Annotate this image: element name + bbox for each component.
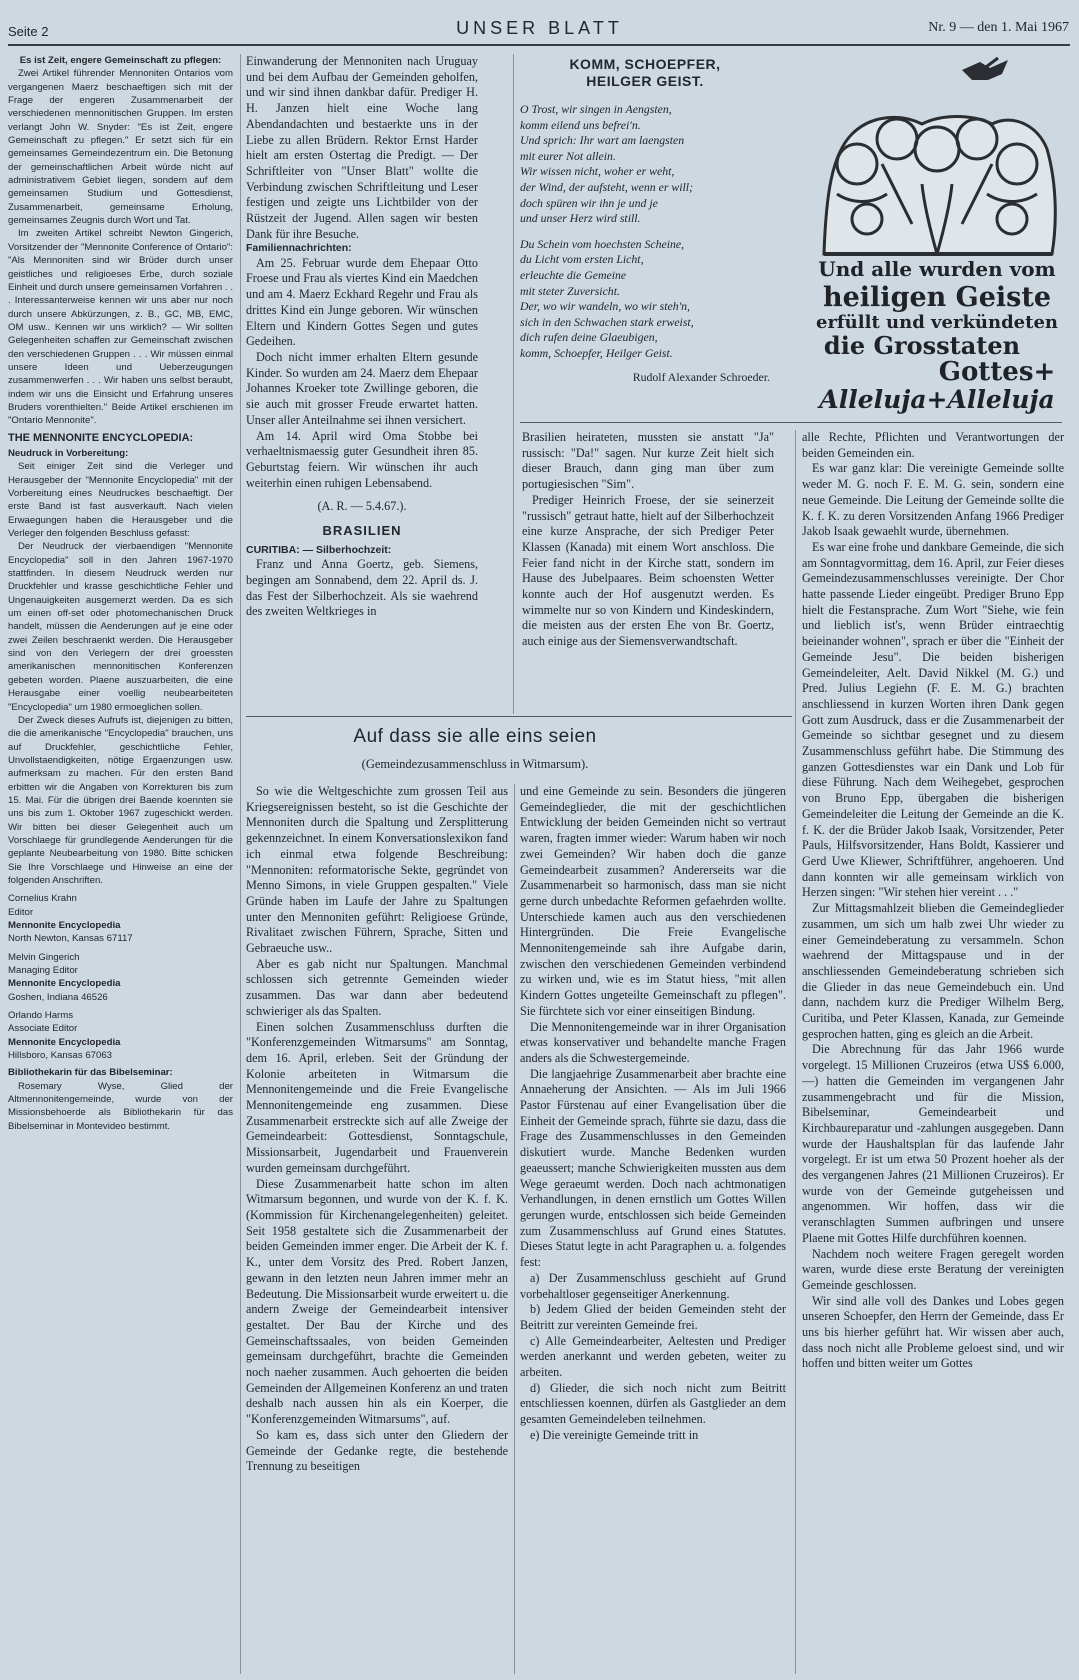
- paragraph: Zur Mittagsmahlzeit blieben die Gemeindeglieder zusammen, um sich um halb zwei Uhr wieder zu einer Gemeindeberatung zu versammeln. Schon waehrend der Mittagspause und in der anschliessenden Gemeindeberatung schrieben sich die Glieder in das neue Gemeindebuch ein. Und dann, nachdem kurz die Prediger Wilhelm Berg, Curitiba, und Peter Klassen, Kanada, zur Gemeinde gesprochen hatten, ging es gleich an die Arbeit.: [802, 901, 1064, 1041]
- paragraph: Einwanderung der Mennoniten nach Uruguay und bei dem Aufbau der Gemeinden geholfen, und wir sind ihnen dankbar dafür. Prediger H. H. Janzen hielt eine Woche lang Abendandachten und bestaerkte uns in der Liebe zu allen Brüdern. Rektor Ernst Harder hielt am ersten Ostertag die Predigt. — Der Schriftleiter von "Unser Blatt" wollte die Verbindung zwischen Schriftleitung und Leser festigen und zeigte uns Lichtbilder von der Rüstzeit der Jugend. Allen sagen wir besten Dank für ihre Besuche.: [246, 54, 478, 241]
- woodcut-line-6: Alleluja+Alleluja: [819, 385, 1055, 414]
- paragraph: Brasilien heirateten, mussten sie anstatt "Ja" russisch: "Da!" sagen. Nur kurze Zeit hielt sich dieser Brauch, dann ging man über zum portugiesischen "Sim".: [522, 430, 774, 492]
- paragraph: Wir sind alle voll des Dankes und Lobes gegen unseren Schoepfer, den Herrn der Gemeinde, dass Er uns bis hierher geführt hat. Wir wissen aber auch, dass noch nicht alle Probleme geloest sind, und wir hoffen und bitten weiter um Gottes: [802, 1293, 1064, 1371]
- heading-encyclopedia: THE MENNONITE ENCYCLOPEDIA:: [8, 431, 194, 444]
- woodcut-line-3: erfüllt und verkündeten: [816, 312, 1058, 333]
- article-subtitle: (Gemeindezusammenschluss in Witmarsum).: [361, 757, 589, 771]
- woodcut-image: [812, 54, 1062, 414]
- heading-curitiba: CURITIBA: — Silberhochzeit:: [246, 544, 392, 557]
- section-rule: [246, 716, 792, 717]
- address-gingerich: [8, 951, 233, 1004]
- paragraph: Einen solchen Zusammenschluss durften die "Konferenzgemeinden Witmarsums" am Sonntag, dem 16. April, erleben. Seit der Gründung der Kolonie arbeiteten in Witmarsum die Mennonitengemeinde und die Freie Evangelische Mennonitengemeinde eng zusammen. Diese Zusammenarbeit erstreckte sich auf alle Zweige der Gemeindearbeit: Gottesdienst, Sonntagschule, Missionsarbeit, Jugendarbeit und Frauenverein wurden gemeinsam durchgeführt.: [246, 1019, 508, 1175]
- heading-gemeinschaft: Es ist Zeit, engere Gemeinschaft zu pflegen:: [19, 55, 222, 66]
- poem-line: Und sprich: Ihr wart am laengsten: [520, 133, 685, 148]
- heading-brasilien: BRASILIEN: [322, 523, 402, 539]
- page-number: Seite 2: [8, 24, 49, 39]
- poem-title-line-2: HEILGER GEIST.: [586, 73, 704, 89]
- poem-line: Der, wo wir wandeln, wo wir steh'n,: [520, 299, 690, 314]
- paragraph: Am 14. April wird Oma Stobbe bei verhaeltnismaessig guter Gesundheit ihren 85. Geburtstag feiern. Wir wünschen ihr auch weiterhin einen ruhigen Lebensabend.: [246, 428, 478, 490]
- address-line: Melvin Gingerich: [8, 951, 80, 963]
- column-2: [246, 54, 478, 714]
- poem-line: O Trost, wir singen in Aengsten,: [520, 102, 672, 116]
- paragraph: Es war ganz klar: Die vereinigte Gemeinde sollte weder M. G. noch F. E. M. G. sein, sondern eine neue Gemeinde. Die Leitung der Gemeinde sollte die K. f. K. zu deren Vorsitzenden Anfang 1966 Prediger Jakob Isaak gewaehlt wurde, übernehmen.: [802, 461, 1064, 539]
- paragraph: d) Glieder, die sich noch nicht zum Beitritt entschliessen koennen, dürfen als Gastglieder an dem gesamten Gemeindeleben teilnehmen.: [520, 1380, 786, 1427]
- paragraph: Die Mennonitengemeinde war in ihrer Organisation etwas konservativer und behandelte manche Fragen anders als die Schwestergemeinde.: [520, 1019, 786, 1065]
- column-separator: [795, 430, 796, 1674]
- pentecost-woodcut: [812, 54, 1062, 414]
- address-line: Editor: [8, 906, 34, 918]
- article-title: Auf dass sie alle eins seien: [353, 726, 597, 747]
- address-line: Mennonite Encyclopedia: [8, 1036, 121, 1048]
- address-line: Mennonite Encyclopedia: [8, 920, 121, 931]
- poem-line: komm, Schoepfer, Heilger Geist.: [520, 345, 673, 360]
- heading-neudruck: Neudruck in Vorbereitung:: [8, 447, 129, 459]
- address-line: Hillsboro, Kansas 67063: [8, 1050, 112, 1062]
- paragraph: Die langjaehrige Zusammenarbeit aber brachte eine Annaeherung der Ansichten. — Als im Juli 1966 Pastor Fürstenau auf einer Evangelisation über die Einheit der Gemeinde sprach, führte sie dazu, dass die Frage des Zusammenschlusses in den Gemeinden diskutiert wurde. Manche Bedenken wurden geaeussert; manche Schwierigkeiten mussten aus dem Wege geraeumt werden. Doch nach achtmonatigen Verhandlungen, in denen ernstlich um Gottes Willen gerungen wurde, entschlossen sich beide Gemeinden zum Zusammenschluss auf Grund eines Statutes. Dieses Statut legte in acht Paragraphen u. a. folgendes fest:: [520, 1066, 786, 1270]
- article-column-b: [520, 784, 786, 1676]
- paragraph: c) Alle Gemeindearbeiter, Aeltesten und Prediger werden anerkannt und werden gebeten, weiter zu arbeiten.: [520, 1333, 786, 1380]
- paragraph: Diese Zusammenarbeit hatte schon im alten Witmarsum begonnen, und wurde von der K. f. K. (Kommission für Kirchenangelegenheiten) geleitet. Seit 1958 gestaltete sich die Zusammenarbeit der beiden Gemeinden immer enger. Die Arbeit der K. f. K., unter dem Vorsitz des Pred. Robert Janzen, gewann in den letzten neun Jahren immer mehr an Bedeutung. Die Missionsarbeit wurde erweitert u. die andern Zweige der Gemeindearbeit intensiver gestaltet. Der Bau der Kirche und des Gemeinschaftssaales, von beiden Gemeinden gemeinsam durchgeführt, brachte die Gemeinden noch naeher zusammen. Auch gehoerten die beiden Gemeinden der Allgemeinen Konferenz an und traten deshalb nach aussen hin als ein Koerper, die "Konferenzgemeinden Witmarsums", auf.: [246, 1176, 508, 1427]
- poem-line: erleuchte die Gemeine: [520, 267, 627, 282]
- masthead-title: UNSER BLATT: [456, 18, 623, 38]
- address-harms: [8, 1009, 233, 1062]
- paragraph: Im zweiten Artikel schreibt Newton Gingerich, Vorsitzender der "Mennonite Conference of Ontario": "Als Mennoniten sind wir Brüder durch unser geistliches und religioeses Erbe, durch soziale Einheit und durch unsere gemeinsamen Vorfahren . . . Interessanterweise kennen wir uns aber nur noch durch unsere Abkürzungen, z. B., GC, MB, EMC, OM usw.. Kennen wir uns wirklich? — Wir sollten Gelegenheiten schaffen zur Gemeinschaft zwischen den verschiedenen Gruppen . . . Wir müssen einmal unsere Ideen und Ueberzeugungen zusammenwerfen . . . Wir haben uns selbst beraubt, indem wir uns die Einsicht und Erfahrung unseres Bruders vorenthielten." Beide Artikel erschienen im "Ontario Mennonite".: [8, 228, 233, 427]
- poem-line: dich rufen deine Glaeubigen,: [520, 330, 658, 345]
- paragraph: Am 25. Februar wurde dem Ehepaar Otto Froese und Frau als viertes Kind ein Maedchen und am 4. Maerz Eckhard Regehr und Frau als drittes Kind ein Junge geboren. Wir wünschen Eltern und Kindern Gottes Segen und gutes Gedeihen.: [246, 255, 478, 349]
- poem-line: und unser Herz wird still.: [520, 211, 641, 226]
- address-krahn: [8, 892, 233, 945]
- column-separator: [513, 54, 514, 714]
- paragraph: Der Neudruck der vierbaendigen "Mennonite Encyclopedia" soll in den Jahren 1967-1970 stattfinden. In diesem Neudruck werden nur Druckfehler und krasse geschichtliche Fehler und Ungenauigkeiten ausgemerzt werden. Da es sich um einen off-set oder photomechanischen Druck handelt, müssen die Aenderungen auf je eine oder zwei Zeilen beschraenkt werden. Die Herausgeber sind von den Verlegern der drei groessten amerikanischen mennonitischen Konferenzen gebeten worden. Plaene auszuarbeiten, die eine Herausgabe einer voellig neubearbeiteten "Encyclopedia" um 1980 ermoeglichen sollen.: [8, 541, 233, 713]
- column-separator: [514, 784, 515, 1674]
- paragraph: Rosemary Wyse, Glied der Altmennonitengemeinde, wurde von der Missionsbehoerde als Bibliothekarin für das Bibelseminar in Montevideo bestimmt.: [8, 1080, 233, 1132]
- paragraph: Franz und Anna Goertz, geb. Siemens, begingen am Sonnabend, dem 22. April ds. J. das Fest der Silberhochzeit. Als sie waehrend des zweiten Weltkrieges in: [246, 557, 478, 619]
- paragraph: b) Jedem Glied der beiden Gemeinden steht der Beitritt zur vereinten Gemeinde frei.: [520, 1302, 786, 1332]
- paragraph: Zwei Artikel führender Mennoniten Ontarios vom vergangenen Maerz beschaeftigen sich mit der Frage der engeren Zusammenarbeit der verschiedenen mennonitischen Gruppen. Im ersten verlangt John W. Snyder: "Es ist Zeit, engere Gemeinschaft zu pflegen." Er setzt sich für ein gemeinsames Gemeindezentrum ein. Die Betonung der gemeinschaftlichen Arbeit würde nicht auf administrativem Gebiet liegen, sondern auf dem gemeinsamen Studium und Gottesdienst, Zusammenarbeit, gemeinsame Erholung, gemeinsames Zeugnis durch Wort und Tat.: [8, 68, 233, 227]
- paragraph: Nachdem noch weitere Fragen geregelt worden waren, wurde diese erste Beratung der vereinigten Gemeinde geschlossen.: [802, 1246, 1064, 1292]
- poem-line: doch spüren wir ihn je und je: [520, 195, 658, 210]
- column-4: [802, 430, 1064, 1676]
- paragraph: e) Die vereinigte Gemeinde tritt in: [530, 1427, 699, 1442]
- paragraph: Doch nicht immer erhalten Eltern gesunde Kinder. So wurden am 24. Maerz dem Ehepaar Johannes Kroeker tote Zwillinge geboren, die sie auch mit grosser Freude erwartet hatten. Unser aller Anteilnahme sei ihnen versichert.: [246, 350, 478, 427]
- poem-line: sich in den Schwachen stark erweist,: [520, 314, 694, 329]
- article-column-a: [246, 784, 508, 1676]
- address-line: Orlando Harms: [8, 1010, 74, 1022]
- poem-line: Du Schein vom hoechsten Scheine,: [520, 236, 685, 251]
- paragraph: So kam es, dass sich unter den Gliedern der Gemeinde der Gedanke regte, die bestehende Trennung zu beseitigen: [246, 1427, 508, 1474]
- section-rule: [520, 422, 1062, 423]
- paragraph: Prediger Heinrich Froese, der sie seinerzeit "russisch" getraut hatte, hielt auf der Silberhochzeit eine kurze Ansprache, der sich Prediger Peter Klassen (Kanada) mit einem Wort anschloss. Die Feier fand nicht in der Kirche statt, sondern im Hause des Jubelpaares. Beim schoensten Wetter konnte auch der Hof ausgenutzt werden. Es wimmelte nur so von Kindern und Kindeskindern, die meisten aus der ersten Ehe von Br. Goertz, auch einige aus der Siemensverwandtschaft.: [522, 492, 774, 649]
- woodcut-line-5: Gottes+: [938, 357, 1056, 387]
- heading-bibliothekarin: Bibliothekarin für das Bibelseminar:: [8, 1067, 173, 1079]
- paragraph: Es war eine frohe und dankbare Gemeinde, die sich am Sonntagvormittag, dem 16. April, zur Feier dieses Gemeindezusammenschlusses vereinigte. Der Chor hatte passende Lieder eingeübt. Prediger Bruno Epp hielt die Festansprache. Zum Wort "Siehe, wie fein und lieblich ist's, wenn Brüder eintraechtig beieinander wohnen", sprach er über die "Einheit der Gemeinde Jesu". Die beiden bisherigen Gemeindeleiter, Aelt. David Nikkel (M. G.) und Pred. Julius Legiehn (F. E. M. G.) brachten anschliessend in kurzen Worten ihren Dank gegen Gott zum Ausdruck, dass er die Zusammenarbeit der Gemeinde so sichtbar gesegnet und zu diesem Zusammenschluss geführt habe. Die Stimmung des ganzen Gottesdienstes war ein Dank und Lob für diese Führung. Nach dem Weihegebet, gesprochen von Bruno Epp, übergaben die bisherigen Gemeindeleiter die Leitung der Gemeinde an die K. f. K. der die Brüder Jakob Isaak, Vorsitzender, Peter Pauls, Hilfsvorsitzender, Hans Boldt, Kassierer und Gerd Uwe Kliewer, Schriftführer, angehoeren. Und dann konnten wir alle gemeinsam wirklich von Herzen singen: "Wir stehen hier vereint . . .": [802, 539, 1064, 900]
- poem-block: [520, 56, 770, 416]
- apostles-figures-icon: [824, 117, 1055, 255]
- poem-line: der Wind, der aufsteht, wenn er will;: [520, 179, 694, 194]
- paragraph: Aber es gab nicht nur Spaltungen. Manchmal schlossen sich getrennte Gemeinden wieder zusammen. Das war dann aber bedeutend schwieriger als das Spalten.: [246, 956, 508, 1018]
- address-line: Goshen, Indiana 46526: [8, 991, 108, 1003]
- credit-line: (A. R. — 5.4.67.).: [317, 499, 407, 514]
- issue-date: Nr. 9 — den 1. Mai 1967: [928, 20, 1069, 35]
- column-3: [522, 430, 774, 710]
- column-separator: [240, 54, 241, 1674]
- address-line: Associate Editor: [8, 1023, 78, 1035]
- address-line: Managing Editor: [8, 965, 78, 977]
- dove-icon: [962, 58, 1008, 80]
- poem-author: Rudolf Alexander Schroeder.: [632, 369, 770, 384]
- woodcut-line-2: heiligen Geiste: [822, 282, 1052, 313]
- paragraph: Seit einiger Zeit sind die Verleger und Herausgeber der "Mennonite Encyclopedia" mit der Vorbereitung eines Neudruckes beschaeftigt. Der erste Band ist fast ausverkauft. Nach vielen Erwaegungen haben die Herausgeber und die Verleger den folgenden Beschluss gefasst:: [8, 461, 233, 540]
- paragraph: So wie die Weltgeschichte zum grossen Teil aus Kriegsereignissen besteht, so ist die Geschichte der Mennoniten durch die Spaltung und Zersplitterung gekennzeichnet. In einem Konversationslexikon fand ich einmal etwa folgende Beschreibung: "Mennoniten: reformatorische Sekte, gegründet von Menno Simons, in viele Gruppen gespalten." Viele Gründe haben im Laufe der Jahre zu Spaltungen unter den Mennoniten geführt: Religioese Gründe, Rivalitaet zwischen Führern, Sprache, Sitten und Gebraeuche usw..: [246, 784, 508, 956]
- paragraph: a) Der Zusammenschluss geschieht auf Grund vorbehaltloser gegenseitiger Anerkennung.: [520, 1270, 786, 1301]
- woodcut-line-4: die Grosstaten: [823, 331, 1021, 360]
- poem-line: komm eilend uns befrei'n.: [520, 117, 641, 132]
- poem-line: du Licht vom ersten Licht,: [520, 252, 644, 267]
- heading-familiennachrichten: Familiennachrichten:: [246, 242, 352, 255]
- paragraph: und eine Gemeinde zu sein. Besonders die jüngeren Gemeindeglieder, die mit der geschichtlichen Entwicklung der beiden Gemeinden nicht so vertraut waren, fragten immer wieder: Warum haben wir noch zwei Gemeinden? Wir haben doch die ganze Gemeindearbeit zusammen? Andererseits war die Zusammenarbeit so harmonisch, dass man sie nicht gerne durch unbedachte Reformen gefaehrden wollte. Unterschiede kamen auch aus den verschiedenen Hintergründen. Die Freie Evangelische Mennonitengemeinde sah ihre Aufgabe darin, zwischen den verschiedenen Gemeinden verbindend zu wirken und, wie es im Statut hiess, "mit allen Kindern Gottes ungeteilte Gemeinschaft zu pflegen". Sie fürchtete sich vor einer einseitigen Bindung.: [520, 784, 786, 1018]
- paragraph: alle Rechte, Pflichten und Verantwortungen der beiden Gemeinden ein.: [802, 430, 1064, 460]
- column-1: [8, 54, 233, 1674]
- paragraph: Die Abrechnung für das Jahr 1966 wurde vorgelegt. 15 Millionen Cruzeiros (etwa US$ 6.000,—) hatten die Gemeinden im vergangenen Jahr zusammengebracht und für die Mission, Bibelseminar, Gemeindearbeit und Kirchbaureparatur und -zahlungen ausgegeben. Dann wurde der Haushaltsplan für das laufende Jahr vorgelegt. Er ist um etwa 50 Prozent hoeher als der des vergangenen Jahres (21 Millionen Cruzeiros). Er wurde von der Gemeinde gutgeheissen und angenommen. Wir hoffen, dass wir die veranschlagten Summen aufbringen und unsere Plaene mit Gottes Hilfe durchführen koennen.: [802, 1042, 1064, 1245]
- page-header: [0, 14, 1079, 44]
- poem-title-line-1: KOMM, SCHOEPFER,: [569, 56, 721, 72]
- woodcut-line-1: Und alle wurden vom: [818, 257, 1056, 281]
- poem-line: mit steter Zuversicht.: [520, 283, 620, 298]
- address-line: North Newton, Kansas 67117: [8, 933, 133, 945]
- poem-line: Wir wissen nicht, woher er weht,: [520, 164, 675, 179]
- address-line: Mennonite Encyclopedia: [8, 978, 121, 990]
- address-line: Cornelius Krahn: [8, 893, 77, 905]
- paragraph: Der Zweck dieses Aufrufs ist, diejenigen zu bitten, die die amerikanische "Encyclopedia" brauchen, uns auf Druckfehler, geschichtliche Fehler, Unvollstaendigkeiten, nötige Ergaenzungen usw. aufmerksam zu machen. Für den ersten Band erbitten wir die Angaben von Korrekturen bis zum 15. Mai. Für die übrigen drei Baende koennten sie uns bis zum 1. Oktober 1967 zugeschickt werden. Wir bitten bei dieser Gelegenheit auch um Vorschlaege für grundlegende Aenderungen für die geplante Neubearbeitung von 1980. Bitte schicken Sie Ihre Vorschlaege und Hinweise an eine der folgenden Anschriften.: [8, 714, 233, 886]
- header-rule: [8, 44, 1070, 46]
- poem-line: mit eurer Not allein.: [520, 148, 616, 163]
